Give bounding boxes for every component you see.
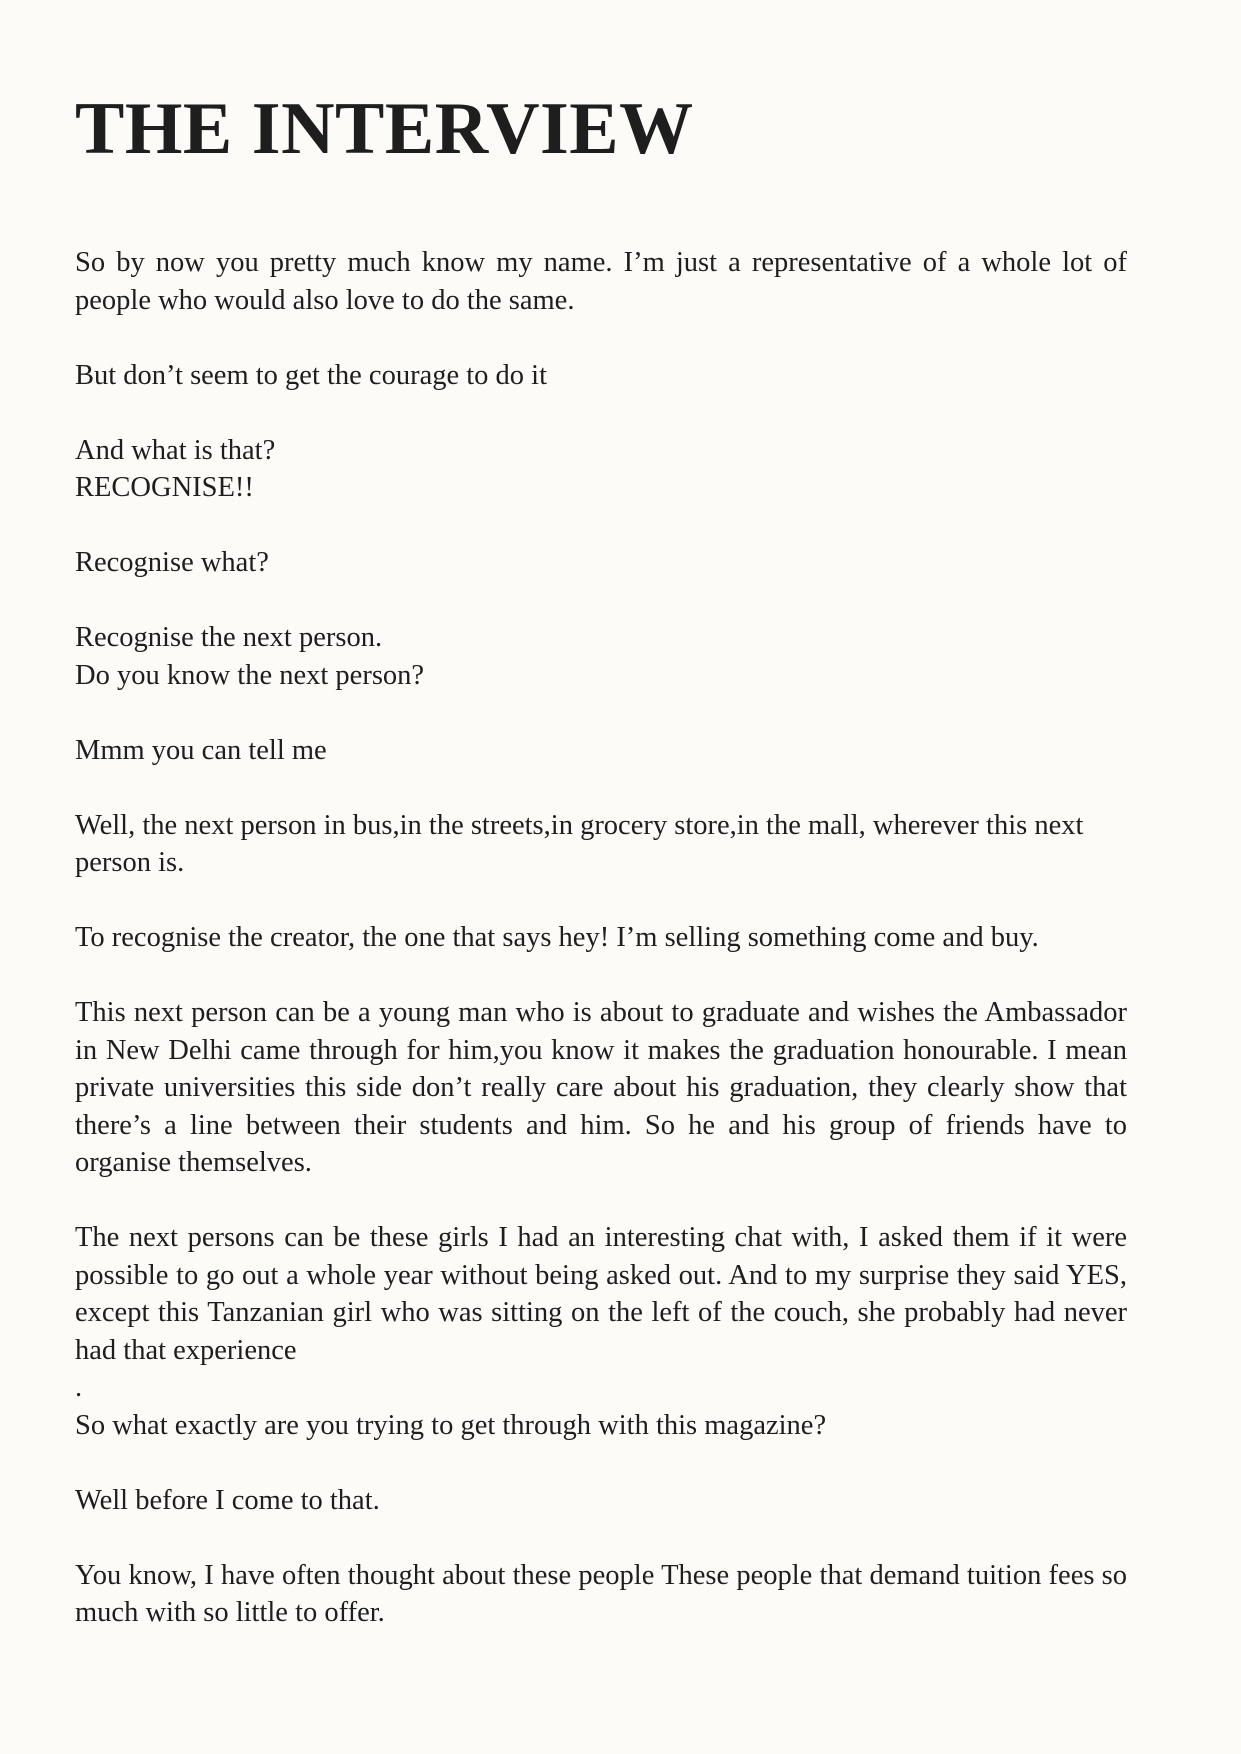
answer-line: RECOGNISE!! <box>75 472 254 503</box>
paragraph-courage: But don’t seem to get the courage to do it <box>75 359 548 391</box>
paragraph-wherever: Well, the next person in bus,in the streets,in grocery store,in the mall, wherever this next person is. <box>75 809 1084 878</box>
question-line: And what is that? <box>75 434 276 466</box>
paragraph-what-is-that <box>75 432 1127 507</box>
paragraph-creator: To recognise the creator, the one that says hey! I’m selling something come and buy. <box>75 922 1039 953</box>
paragraph-recognise-what: Recognise what? <box>75 547 269 578</box>
paragraph-dot: . <box>75 1372 83 1403</box>
paragraph-next-person <box>75 619 1127 694</box>
statement-line: Recognise the next person. <box>75 622 383 653</box>
paragraph-tell-me: Mmm you can tell me <box>75 734 327 766</box>
page-title: THE INTERVIEW <box>75 88 694 170</box>
paragraph-before-that: Well before I come to that. <box>75 1484 380 1516</box>
paragraph-tuition-fees: You know, I have often thought about these people These people that demand tuition fees so much with so little to offer. <box>75 1559 1127 1628</box>
article-body <box>75 244 1127 1669</box>
paragraph-girls: The next persons can be these girls I had an interesting chat with, I asked them if it were possible to go out a whole year without being asked out. And to my surprise they said YES, except this Tanzanian girl who was sitting on the left of the couch, she probably had never had that experience <box>75 1222 1127 1366</box>
paragraph-young-man: This next person can be a young man who is about to graduate and wishes the Ambassador in New Delhi came through for him,you know it makes the graduation honourable. I mean private universities this side don’t really care about his graduation, they clearly show that there’s a line between their students and him. So he and his group of friends have to organise themselves. <box>75 997 1127 1178</box>
paragraph-intro: So by now you pretty much know my name. I’m just a representative of a whole lot of people who would also love to do the same. <box>75 247 1127 316</box>
question-line: Do you know the next person? <box>75 659 425 691</box>
paragraph-magazine-question: So what exactly are you trying to get through with this magazine? <box>75 1409 827 1441</box>
